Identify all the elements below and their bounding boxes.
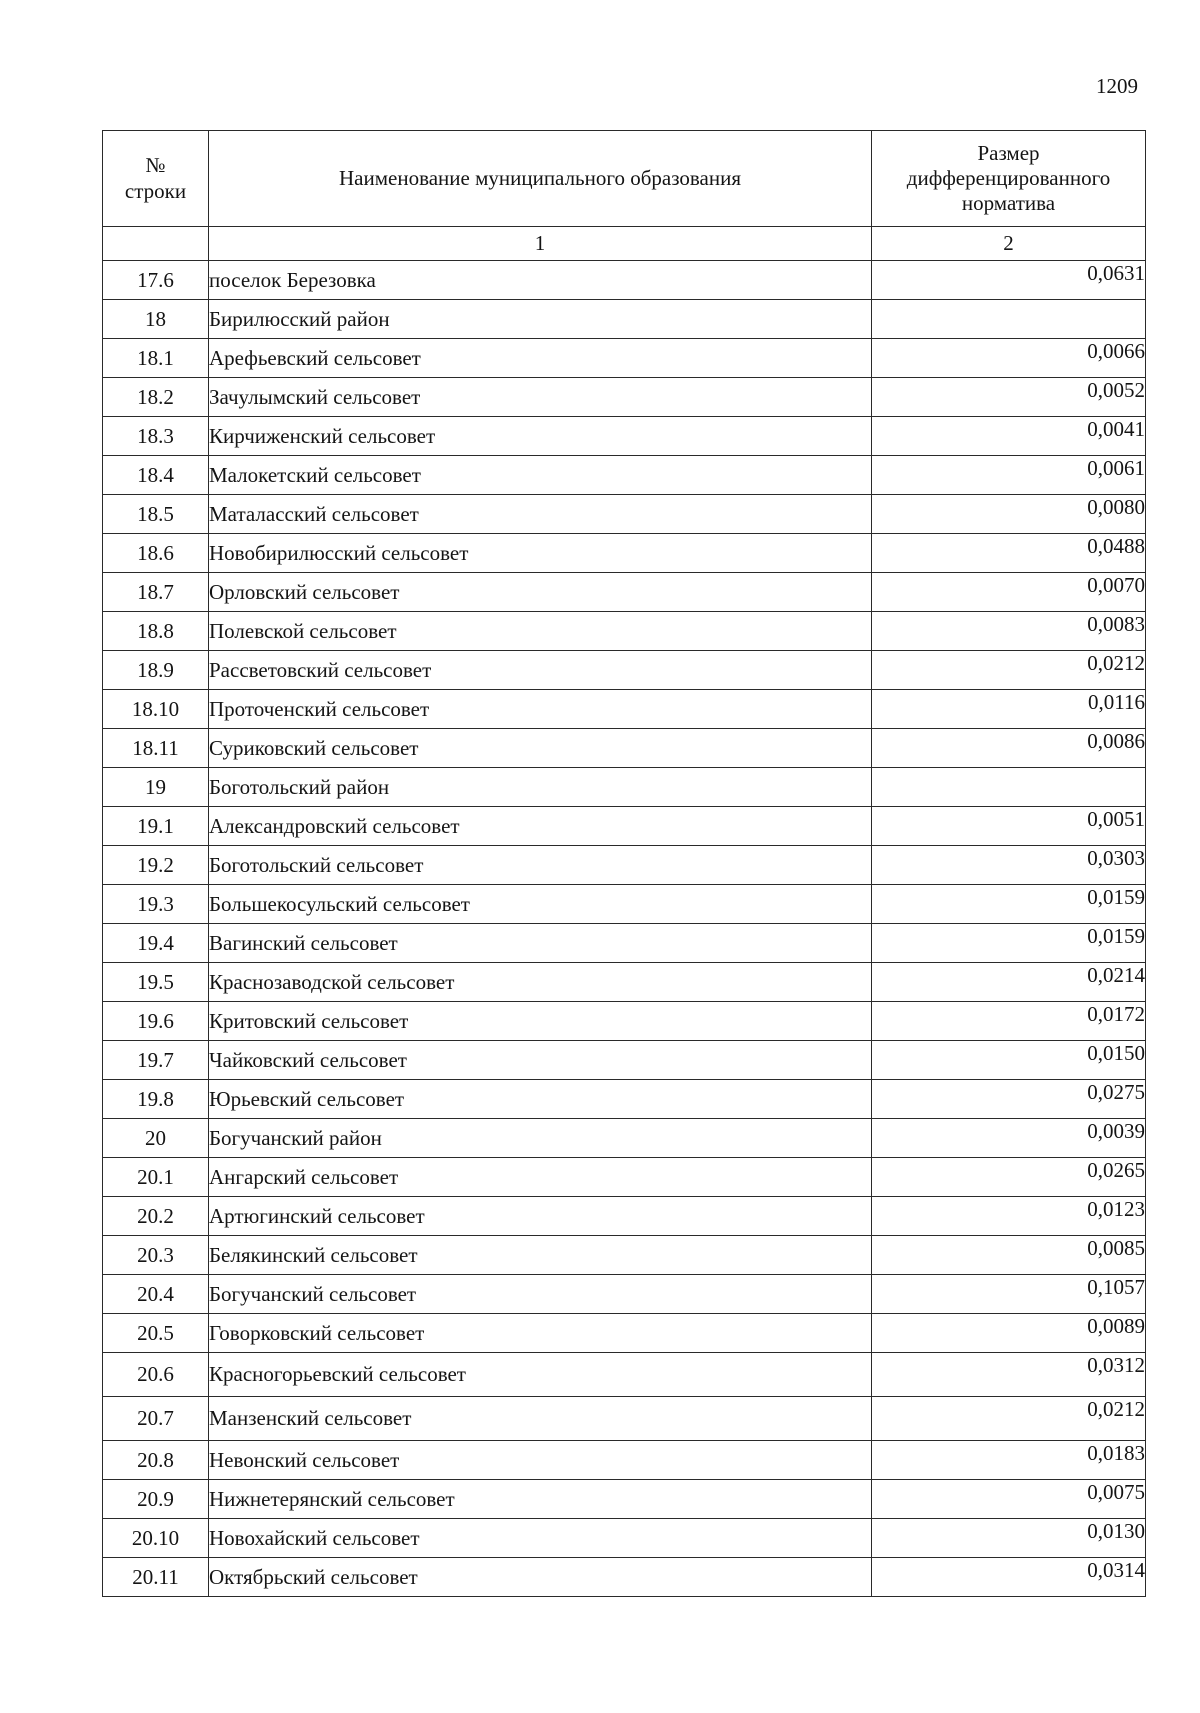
table-row — [103, 1197, 1146, 1236]
normative-value: 0,0303 — [872, 846, 1146, 885]
municipality-name: Белякинский сельсовет — [209, 1236, 872, 1275]
municipality-name: Краснозаводской сельсовет — [209, 963, 872, 1002]
row-number: 20.6 — [103, 1353, 209, 1397]
normative-value: 0,1057 — [872, 1275, 1146, 1314]
municipality-name: Рассветовский сельсовет — [209, 651, 872, 690]
municipality-name: Манзенский сельсовет — [209, 1397, 872, 1441]
normative-value: 0,0075 — [872, 1480, 1146, 1519]
table-row — [103, 1441, 1146, 1480]
municipality-name: Маталасский сельсовет — [209, 495, 872, 534]
table-header — [103, 131, 1146, 261]
normative-value: 0,0080 — [872, 495, 1146, 534]
row-number: 18.5 — [103, 495, 209, 534]
header-normative-size — [872, 131, 1146, 227]
table-row — [103, 378, 1146, 417]
municipality-name: Ангарский сельсовет — [209, 1158, 872, 1197]
municipality-name: Малокетский сельсовет — [209, 456, 872, 495]
row-number: 18.2 — [103, 378, 209, 417]
municipality-name: Богучанский район — [209, 1119, 872, 1158]
row-number: 19.2 — [103, 846, 209, 885]
row-number: 19.7 — [103, 1041, 209, 1080]
municipality-name: Новохайский сельсовет — [209, 1519, 872, 1558]
row-number: 18.10 — [103, 690, 209, 729]
table-row — [103, 1002, 1146, 1041]
municipality-name: Чайковский сельсовет — [209, 1041, 872, 1080]
municipality-name: Говорковский сельсовет — [209, 1314, 872, 1353]
row-number: 19.8 — [103, 1080, 209, 1119]
row-number: 20.11 — [103, 1558, 209, 1597]
row-number: 19.3 — [103, 885, 209, 924]
row-number: 20.8 — [103, 1441, 209, 1480]
header-normative-size-line3: норматива — [961, 191, 1056, 216]
table-row — [103, 1314, 1146, 1353]
table-row — [103, 534, 1146, 573]
municipality-name: Орловский сельсовет — [209, 573, 872, 612]
municipality-name: Критовский сельсовет — [209, 1002, 872, 1041]
table-row — [103, 1236, 1146, 1275]
table-row — [103, 846, 1146, 885]
municipality-name: Новобирилюсский сельсовет — [209, 534, 872, 573]
column-index-row — [103, 227, 1146, 261]
normative-value: 0,0214 — [872, 963, 1146, 1002]
row-number: 20.10 — [103, 1519, 209, 1558]
table-row — [103, 612, 1146, 651]
table-row — [103, 1275, 1146, 1314]
normative-value: 0,0631 — [872, 261, 1146, 300]
table-row — [103, 651, 1146, 690]
normative-table — [102, 130, 1146, 1597]
table-row — [103, 300, 1146, 339]
municipality-name: поселок Березовка — [209, 261, 872, 300]
municipality-name: Бирилюсский район — [209, 300, 872, 339]
normative-value: 0,0159 — [872, 924, 1146, 963]
municipality-name: Александровский сельсовет — [209, 807, 872, 846]
row-number: 18.6 — [103, 534, 209, 573]
municipality-name: Вагинский сельсовет — [209, 924, 872, 963]
table-row — [103, 807, 1146, 846]
row-number: 20.3 — [103, 1236, 209, 1275]
normative-value: 0,0212 — [872, 1397, 1146, 1441]
row-number: 20.7 — [103, 1397, 209, 1441]
municipality-name: Нижнетерянский сельсовет — [209, 1480, 872, 1519]
column-index-1: 1 — [209, 227, 872, 261]
table-row — [103, 1353, 1146, 1397]
normative-value: 0,0051 — [872, 807, 1146, 846]
normative-value: 0,0039 — [872, 1119, 1146, 1158]
table-row — [103, 729, 1146, 768]
normative-value: 0,0265 — [872, 1158, 1146, 1197]
table-body — [103, 261, 1146, 1597]
normative-value: 0,0089 — [872, 1314, 1146, 1353]
municipality-name: Арефьевский сельсовет — [209, 339, 872, 378]
row-number: 20.9 — [103, 1480, 209, 1519]
row-number: 19.6 — [103, 1002, 209, 1041]
normative-value — [872, 768, 1146, 807]
row-number: 18.4 — [103, 456, 209, 495]
table-row — [103, 690, 1146, 729]
row-number: 20 — [103, 1119, 209, 1158]
column-index-2: 2 — [872, 227, 1146, 261]
table-row — [103, 768, 1146, 807]
normative-value: 0,0172 — [872, 1002, 1146, 1041]
table-row — [103, 261, 1146, 300]
row-number: 18.1 — [103, 339, 209, 378]
table-row — [103, 1041, 1146, 1080]
normative-value: 0,0070 — [872, 573, 1146, 612]
row-number: 19.1 — [103, 807, 209, 846]
normative-value — [872, 300, 1146, 339]
header-row-number-line1: № — [145, 153, 166, 178]
row-number: 18.7 — [103, 573, 209, 612]
row-number: 20.2 — [103, 1197, 209, 1236]
header-normative-size-line1: Размер — [977, 140, 1040, 165]
table-row — [103, 495, 1146, 534]
table-row — [103, 573, 1146, 612]
row-number: 18 — [103, 300, 209, 339]
normative-value: 0,0086 — [872, 729, 1146, 768]
normative-value: 0,0312 — [872, 1353, 1146, 1397]
table-row — [103, 963, 1146, 1002]
header-municipality-name: Наименование муниципального образования — [209, 131, 872, 227]
table-row — [103, 1480, 1146, 1519]
normative-value: 0,0052 — [872, 378, 1146, 417]
row-number: 20.5 — [103, 1314, 209, 1353]
normative-value: 0,0083 — [872, 612, 1146, 651]
normative-value: 0,0116 — [872, 690, 1146, 729]
table-row — [103, 1158, 1146, 1197]
municipality-name: Октябрьский сельсовет — [209, 1558, 872, 1597]
normative-value: 0,0150 — [872, 1041, 1146, 1080]
municipality-name: Богучанский сельсовет — [209, 1275, 872, 1314]
municipality-name: Большекосульский сельсовет — [209, 885, 872, 924]
municipality-name: Зачулымский сельсовет — [209, 378, 872, 417]
normative-value: 0,0041 — [872, 417, 1146, 456]
table-row — [103, 1397, 1146, 1441]
row-number: 19.5 — [103, 963, 209, 1002]
normative-value: 0,0085 — [872, 1236, 1146, 1275]
municipality-name: Боготольский сельсовет — [209, 846, 872, 885]
row-number: 18.9 — [103, 651, 209, 690]
municipality-name: Полевской сельсовет — [209, 612, 872, 651]
row-number: 19 — [103, 768, 209, 807]
municipality-name: Юрьевский сельсовет — [209, 1080, 872, 1119]
table-row — [103, 1558, 1146, 1597]
normative-value: 0,0314 — [872, 1558, 1146, 1597]
table-row — [103, 339, 1146, 378]
normative-value: 0,0066 — [872, 339, 1146, 378]
municipality-name: Артюгинский сельсовет — [209, 1197, 872, 1236]
table-row — [103, 417, 1146, 456]
row-number: 18.8 — [103, 612, 209, 651]
header-row — [103, 131, 1146, 227]
page-number: 1209 — [1096, 74, 1138, 98]
normative-value: 0,0183 — [872, 1441, 1146, 1480]
municipality-name: Суриковский сельсовет — [209, 729, 872, 768]
normative-value: 0,0159 — [872, 885, 1146, 924]
row-number: 17.6 — [103, 261, 209, 300]
row-number: 20.4 — [103, 1275, 209, 1314]
normative-value: 0,0212 — [872, 651, 1146, 690]
table-row — [103, 1119, 1146, 1158]
header-row-number-line2: строки — [124, 178, 187, 203]
header-row-number — [103, 131, 209, 227]
municipality-name: Кирчиженский сельсовет — [209, 417, 872, 456]
row-number: 18.11 — [103, 729, 209, 768]
table-row — [103, 1080, 1146, 1119]
table-row — [103, 1519, 1146, 1558]
normative-value: 0,0488 — [872, 534, 1146, 573]
normative-value: 0,0275 — [872, 1080, 1146, 1119]
municipality-name: Невонский сельсовет — [209, 1441, 872, 1480]
row-number: 18.3 — [103, 417, 209, 456]
row-number: 19.4 — [103, 924, 209, 963]
row-number: 20.1 — [103, 1158, 209, 1197]
municipality-name: Проточенский сельсовет — [209, 690, 872, 729]
normative-value: 0,0061 — [872, 456, 1146, 495]
table-row — [103, 456, 1146, 495]
table-row — [103, 885, 1146, 924]
header-normative-size-line2: дифференцированного — [906, 165, 1111, 190]
column-index-0 — [103, 227, 209, 261]
normative-value: 0,0123 — [872, 1197, 1146, 1236]
table-row — [103, 924, 1146, 963]
municipality-name: Красногорьевский сельсовет — [209, 1353, 872, 1397]
normative-value: 0,0130 — [872, 1519, 1146, 1558]
municipality-name: Боготольский район — [209, 768, 872, 807]
